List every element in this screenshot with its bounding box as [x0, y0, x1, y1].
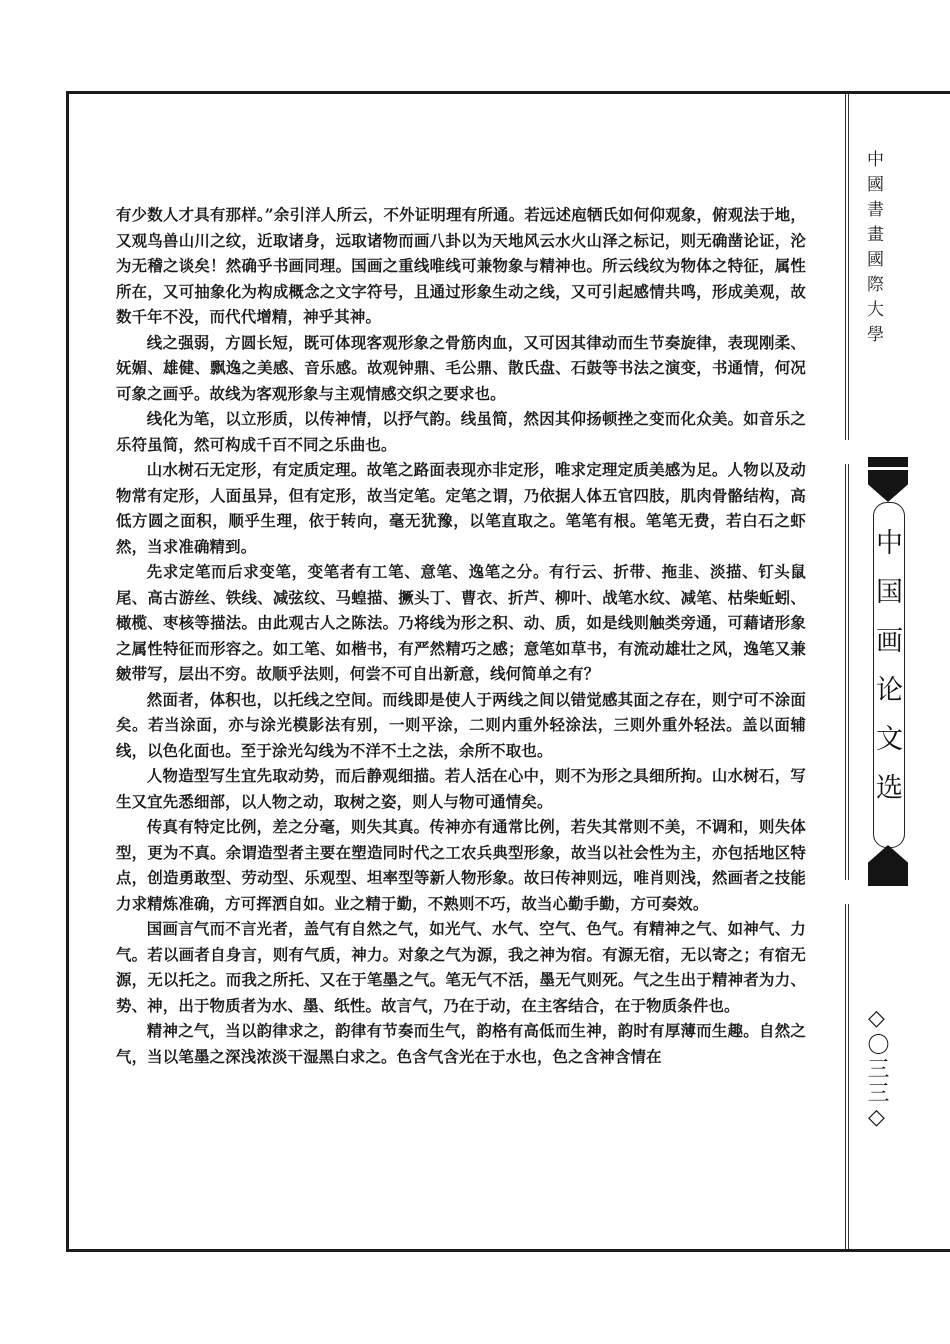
paragraph: 人物造型写生宜先取动势，而后静观细描。若人活在心中，则不为形之具细所拘。山水树石，写生又宜先悉细部，以人物之动，取树之姿，则人与物可通情矣。: [116, 767, 806, 811]
margin-rule: [845, 94, 846, 1249]
page-frame-top: [66, 91, 950, 94]
page-number: ◇〇三三◇: [864, 1006, 889, 1132]
page-frame-bottom: [66, 1249, 950, 1252]
paragraph: 山水树石无定形，有定质定理。故笔之路面表现亦非定形，唯求定理定质美感为足。人物以及动物常有定形，人面虽异，但有定形，故当定笔。定笔之谓，乃依据人体五官四肢，肌肉骨骼结构，高低方圆之面积，顺乎生理，依于转向，毫无犹豫，以笔直取之。笔笔有根。笔笔无费，若白石之虾然，当求准确精到。: [116, 461, 806, 556]
ornament-bottom: [868, 845, 908, 877]
page-frame-left: [66, 91, 69, 1252]
paragraph: 传真有特定比例，差之分毫，则失其真。传神亦有通常比例，若失其常则不美，不调和，则失体型，更为不真。余谓造型者主要在塑造同时代之工农兵典型形象，故当以社会性为主，亦包括地区特点，创造勇敢型、劳动型、乐观型、坦率型等新人物形象。故曰传神则远，唯肖则浅，然画者之技能力求精炼准确，方可挥洒自如。业之精于勤，不熟则不巧，故当心勤手勤，方可奏效。: [116, 818, 806, 913]
margin-rule-gap: [840, 440, 854, 464]
paragraph: 精神之气，当以韵律求之，韵律有节奏而生气，韵格有高低而生神，韵时有厚薄而生趣。自然之气，当以笔墨之深浅浓淡干湿黑白求之。色含气含光在于水也，色之含神含情在: [116, 1022, 806, 1066]
paragraph: 国画言气而不言光者，盖气有自然之气，如光气、水气、空气、色气。有精神之气、如神气、力气。若以画者自身言，则有气质，神力。对象之气为源，我之神为宿。有源无宿，无以寄之；有宿无源，无以托之。而我之所托、又在于笔墨之气。笔无气不活，墨无气则死。气之生出于精神者为力、势、神，出于物质者为水、墨、纸性。故言气，乃在于动，在主客结合，在于物质条件也。: [116, 920, 806, 1015]
paragraph: 有少数人才具有那样。”余引洋人所云，不外证明理有所通。若远述庖牺氏如何仰观象，俯观法于地，又观鸟兽山川之纹，近取诸身，远取诸物而画八卦以为天地风云水火山泽之标记，则无确凿论证，沦为无稽之谈矣！然确乎书画同理。国画之重线唯线可兼物象与精神也。所云线纹为物体之特征，属性所在，又可抽象化为构成概念之文字符号，且通过形象生动之线，又可引起感情共鸣，形成美观，故数千年不没，而代代增精，神乎其神。: [116, 206, 806, 326]
institution-name: 中國書畫國際大學: [863, 150, 883, 350]
ornament-bar-bottom: [868, 876, 908, 886]
paragraph: 先求定笔而后求变笔，变笔者有工笔、意笔、逸笔之分。有行云、折带、拖韭、淡描、钉头鼠尾、高古游丝、铁线、减弦纹、马蝗描、撅头丁、曹衣、折芦、柳叶、战笔水纹、减笔、枯柴蚯蚓、橄榄、枣核等描法。由此观古人之陈法。乃将线为形之积、动、质，如是线则触类旁通，可藉诸形象之属性特征而形容之。如工笔、如楷书，有严然精巧之感；意笔如草书，有流动雄壮之风，逸笔又兼皴带写，层出不穷。故顺乎法则，何尝不可自出新意，线何简单之有？: [116, 563, 806, 683]
paragraph: 线化为笔，以立形质，以传神情，以抒气韵。线虽简，然因其仰扬顿挫之变而化众美。如音乐之乐符虽简，然可构成千百不同之乐曲也。: [116, 410, 806, 454]
paragraph: 线之强弱，方圆长短，既可体现客观形象之骨筋肉血，又可因其律动而生节奏旋律，表现刚柔、妩媚、雄健、飘逸之美感、音乐感。故观钟鼎、毛公鼎、散氏盘、石鼓等书法之演变，书通情，何况可象之画乎。故线为客观形象与主观情感交织之要求也。: [116, 333, 806, 403]
body-text: [116, 203, 806, 1070]
paragraph: 然面者，体积也，以托线之空间。而线即是使人于两线之间以错觉感其面之存在，则宁可不涂面矣。若当涂面，亦与涂光模影法有别，一则平涂，二则内重外轻涂法，三则外重外轻法。盖以面辅线，以色化面也。至于涂光勾线为不洋不土之法，余所不取也。: [116, 690, 806, 760]
margin-rule-gap: [840, 880, 854, 904]
margin-rule-inner: [848, 94, 849, 1249]
ornament-bar-top: [868, 457, 908, 467]
ornament-top: [868, 470, 908, 502]
book-title: 中国画论文选: [871, 528, 902, 822]
